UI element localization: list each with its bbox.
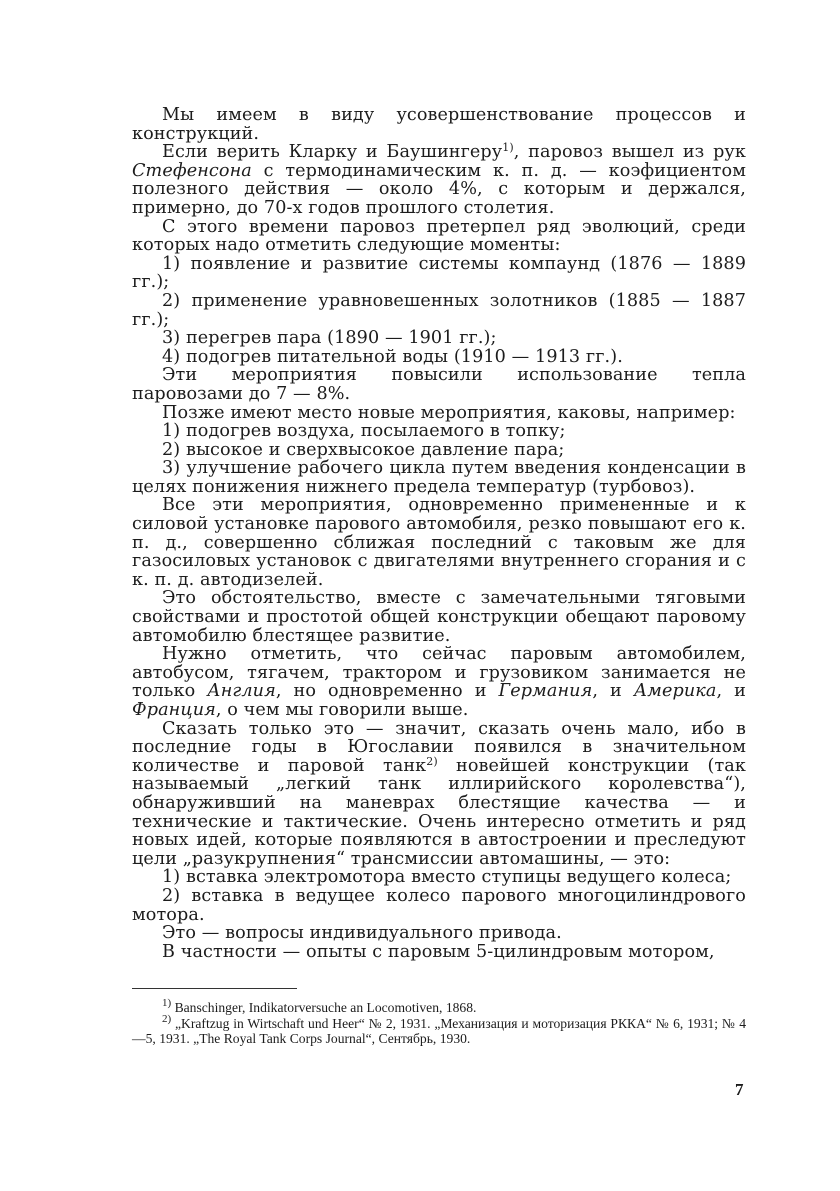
text-run: 1) появление и развитие системы компаунд (1876 — 1889 гг.); [132,253,746,293]
text-run: 2) вставка в ведущее колесо парового многоцилиндрового мотора. [132,885,746,925]
paragraph [132,366,746,403]
text-run: Позже имеют место новые мероприятия, каковы, например: [162,402,736,423]
paragraph [132,106,746,143]
text-run: , и [592,681,634,702]
footnote-marker: 1) [162,997,172,1009]
text-run: С этого времени паровоз претерпел ряд эволюций, среди которых надо отметить следующие моменты: [132,216,746,256]
paragraph [132,218,746,255]
paragraph [132,645,746,719]
text-run: новейшей конструкции (так называемый „легкий танк иллирийского королевства“), обнаруживший на маневрах блестящие качества — и технические и тактические. Очень интересно отметить и ряд новых идей, которые появляются в автостроении и преследуют цели „разукрупнения“ трансмиссии автомашины, — это: [132,755,746,869]
text-run: 1) вставка электромотора вместо ступицы ведущего колеса; [162,867,732,888]
text-run: 3) улучшение рабочего цикла путем введения конденсации в целях понижения нижнего предела температур (турбовоз). [132,458,746,497]
footnotes [132,997,746,1047]
text-run: 2) применение уравновешенных золотников (1885 — 1887 гг.); [132,290,746,330]
text-run: Эти мероприятия повысили использование тепла паровозами до 7 — 8%. [132,365,746,404]
paragraph [132,943,746,962]
paragraph [132,924,746,943]
text-run: Мы имеем в виду усовершенствование процессов и конструкций. [132,105,746,144]
text-run: Если верить Кларку и Баушингеру [162,142,503,163]
text-run: Banschinger, Indikatorversuche an Locomotiven, 1868. [171,1000,477,1015]
text-run: 1) подогрев воздуха, посылаемого в топку; [162,421,566,442]
page-number: 7 [735,1080,744,1099]
text-run: Нужно отметить, что сейчас паровым автомобилем, автобусом, тягачем, трактором и грузовиком занимается не только [132,644,746,702]
paragraph [132,348,746,367]
paragraph [132,720,746,869]
paragraph [132,329,746,348]
italic-text: Америка [633,681,717,702]
paragraph [132,143,746,217]
footnote-marker: 2) [426,754,438,768]
footnote [132,997,746,1016]
paragraph [132,441,746,460]
paragraph [132,496,746,589]
footnote-marker: 2) [162,1012,172,1025]
text-run: В частности — опыты с паровым 5-цилиндровым мотором, [162,941,715,962]
paragraph [132,868,746,887]
text-run: 4) подогрев питательной воды (1910 — 1913 гг.). [162,346,623,367]
paragraph [132,255,746,292]
text-run: „Kraftzug in Wirtschaft und Heer“ № 2, 1931. „Механизация и моторизация РККА“ № 6, 1931; № 4—5, 1931. „The Royal Tank Corps Journal“, Сентябрь, 1930. [132,1015,746,1046]
text-run: , и [716,681,746,702]
text-run: , но одновременно и [275,681,499,702]
body-text [132,106,746,961]
italic-text: Германия [498,681,593,702]
paragraph [132,404,746,423]
italic-text: Англия [207,681,276,702]
footnote-rule [132,988,297,989]
paragraph [132,589,746,645]
text-run: 2) высокое и сверхвысокое давление пара; [162,439,565,460]
italic-text: Франция [132,700,216,720]
text-run: Это — вопросы индивидуального привода. [162,923,562,944]
footnote-marker: 1) [502,141,514,155]
text-run: Все эти мероприятия, одновременно примененные и к силовой установке парового автомобиля, резко повышают его к. п. д., совершенно сближая последний с таковым же для газосиловых установок с двигателями внутреннего сгорания и с к. п. д. автодизелей. [132,495,746,590]
italic-text: Стефенсона [132,160,252,181]
footnote [132,1012,746,1047]
text-run: 3) перегрев пара (1890 — 1901 гг.); [162,328,497,349]
paragraph [132,459,746,496]
text-run: , паровоз вышел из рук [513,142,746,163]
paragraph [132,887,746,924]
text-run: , о чем мы говорили выше. [215,700,469,720]
text-run: Это обстоятельство, вместе с замечательными тяговыми свойствами и простотой общей конструкции обещают паровому автомобилю блестящее развитие. [132,588,746,646]
text-run: с термодинамическим к. п. д. — коэфициентом полезного действия — около 4%, с которым и держался, примерно, до 70-х годов прошлого столетия. [132,160,746,218]
paragraph [132,292,746,329]
text-run: Сказать только это — значит, сказать очень мало, ибо в последние годы в Югославии появился в значительном количестве и паровой танк [132,718,746,776]
paragraph [132,422,746,441]
